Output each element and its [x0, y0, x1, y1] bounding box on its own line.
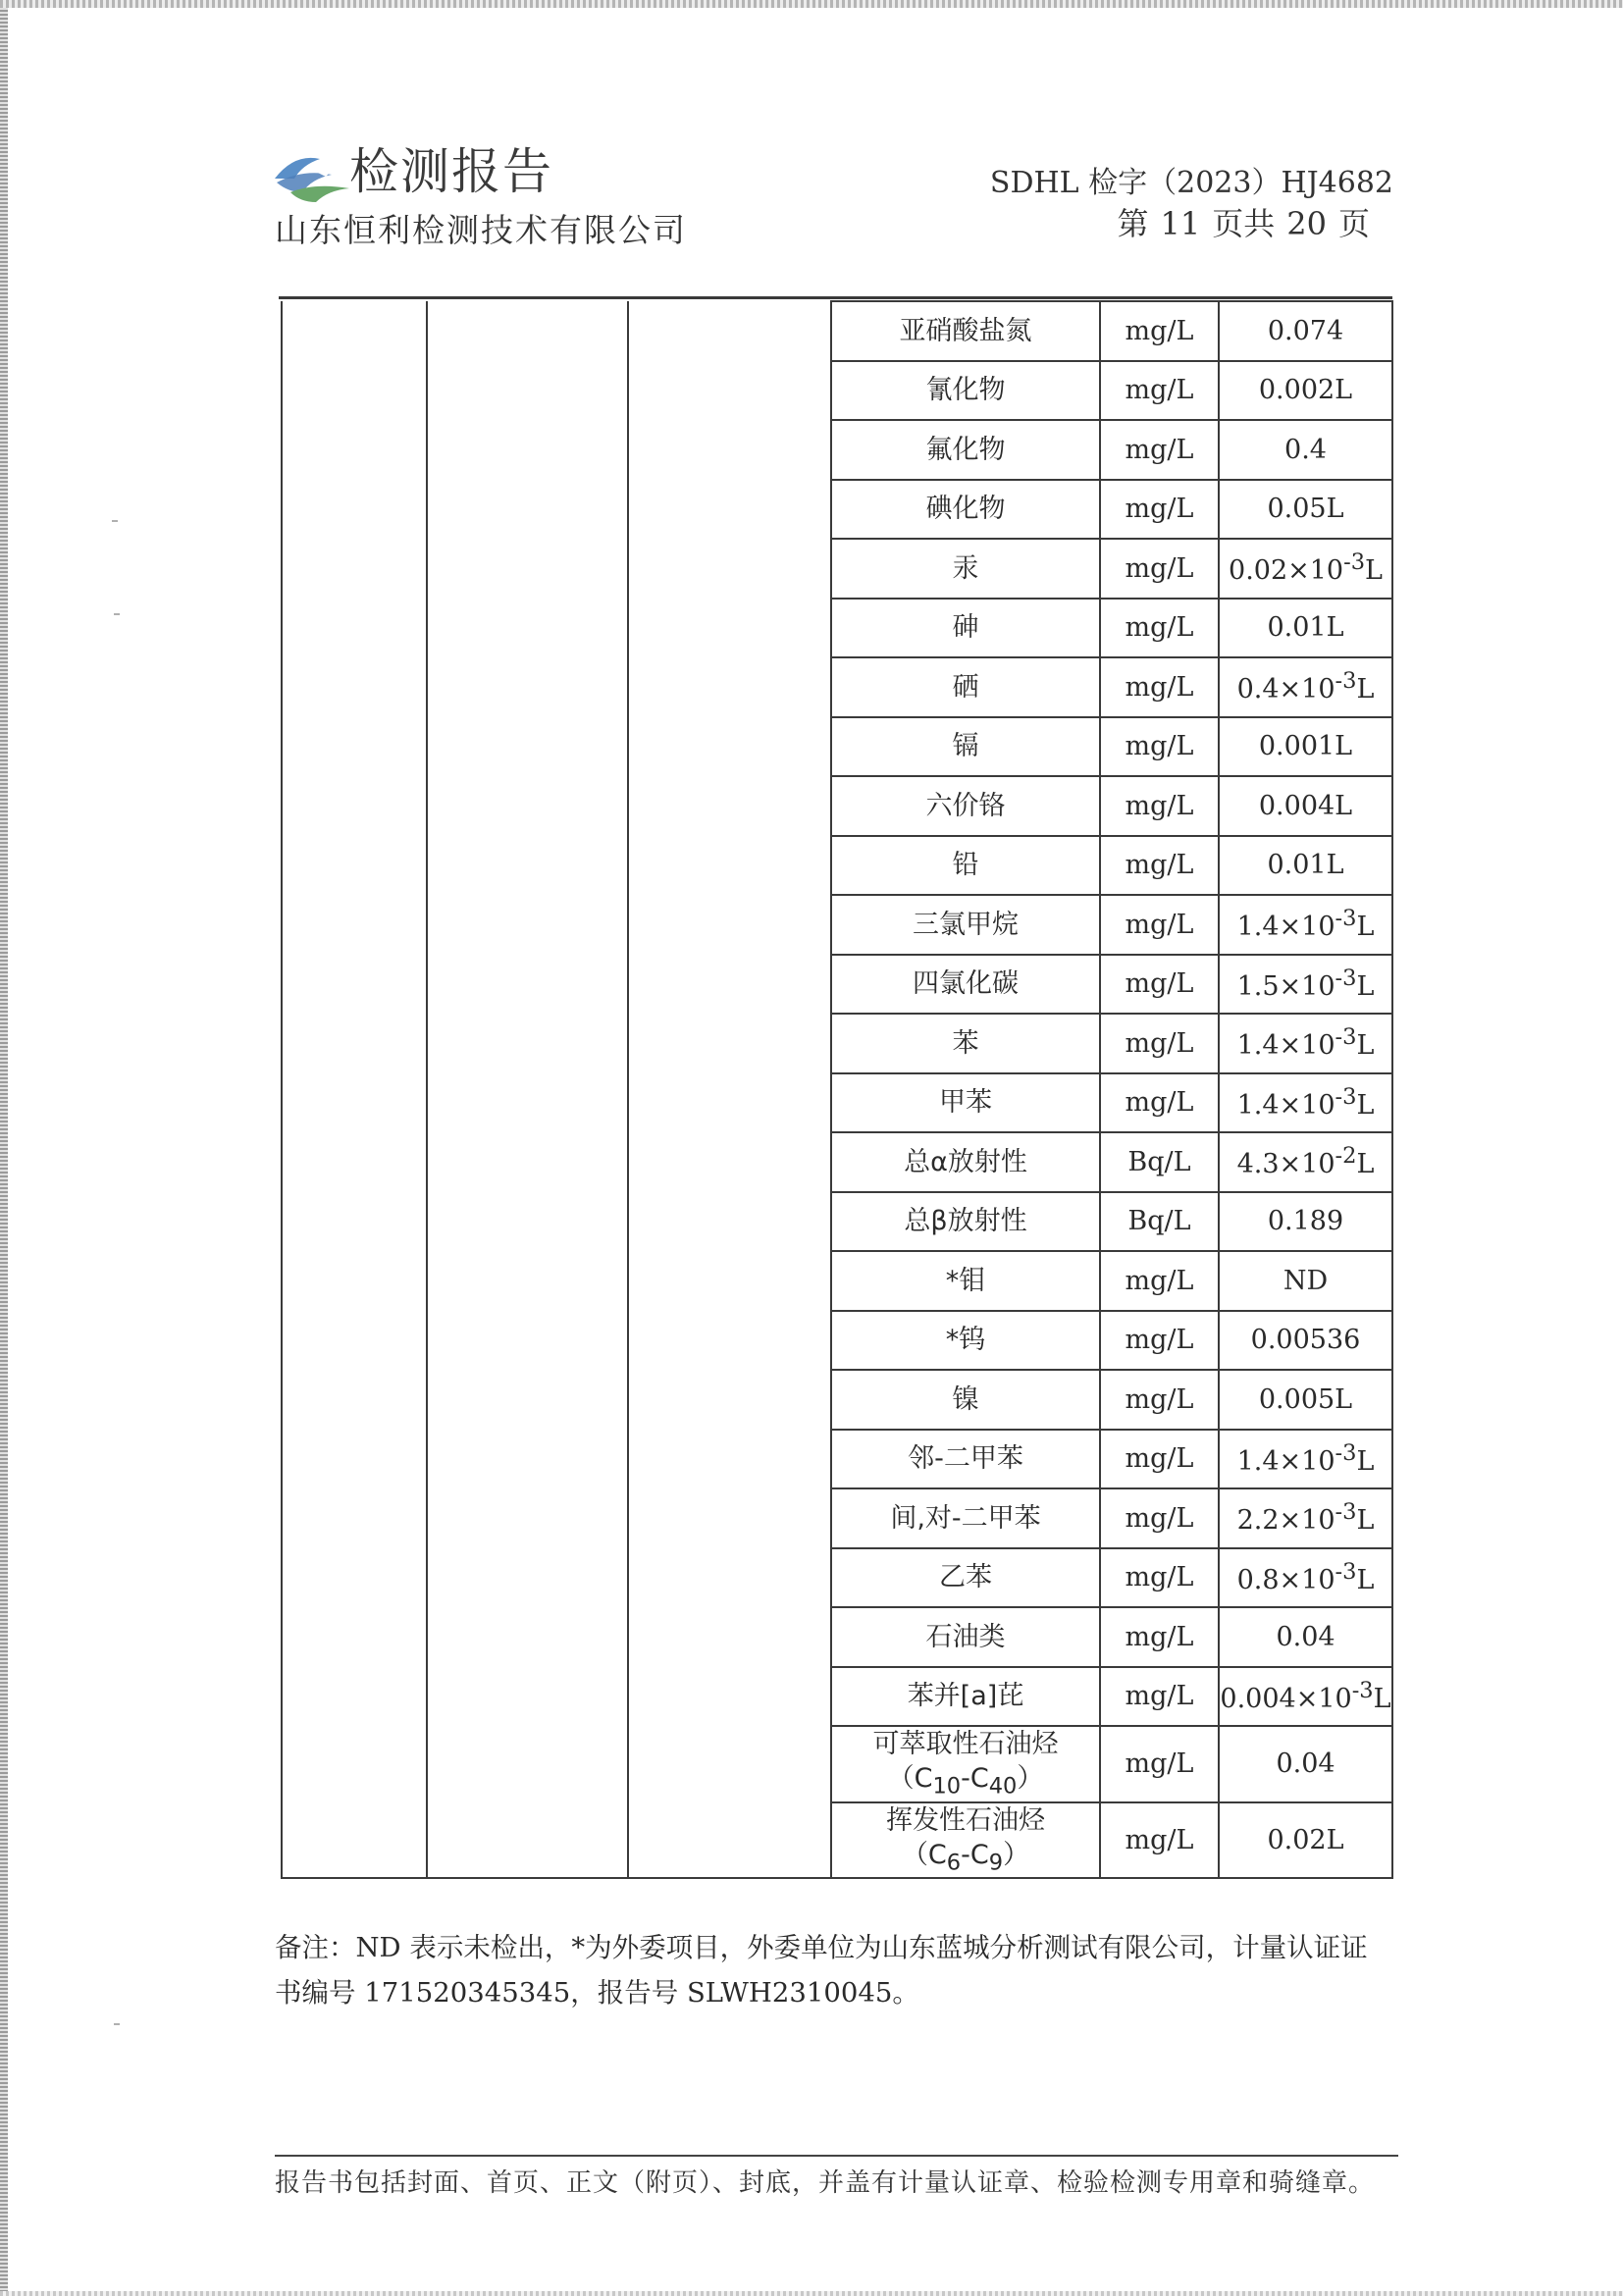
result-value-cell: 0.00536 — [1219, 1311, 1392, 1371]
result-value-cell: $1.5\times 10^{-3}L$ — [1219, 955, 1392, 1015]
unit-cell: mg/L — [1100, 717, 1219, 777]
page-prefix: 第 — [1117, 205, 1149, 242]
unit-cell: mg/L — [1100, 539, 1219, 599]
unit-cell: mg/L — [1100, 1488, 1219, 1548]
scan-speck — [112, 520, 118, 522]
item-cell: 六价铬 — [831, 776, 1100, 836]
item-cell — [831, 1802, 1100, 1879]
unit-cell: mg/L — [1100, 895, 1219, 955]
unit-cell: mg/L — [1100, 1430, 1219, 1489]
item-carbon-range: $(C_{10}-C_{40})$ — [887, 1763, 1044, 1800]
unit-cell: mg/L — [1100, 301, 1219, 361]
scan-speck — [114, 2023, 120, 2025]
result-value-cell: $0.004\times 10^{-3}L$ — [1219, 1667, 1392, 1727]
result-value-cell: 0.01L — [1219, 836, 1392, 896]
item-cell: 砷 — [831, 599, 1100, 658]
unit-cell: mg/L — [1100, 599, 1219, 658]
item-cell: 总β放射性 — [831, 1192, 1100, 1252]
item-cell: *钼 — [831, 1251, 1100, 1311]
result-value-cell: 0.189 — [1219, 1192, 1392, 1252]
unit-cell: mg/L — [1100, 1802, 1219, 1879]
item-cell: 甲苯 — [831, 1073, 1100, 1133]
page-suffix: 页 — [1337, 205, 1370, 242]
item-name: 可萃取性石油烃 — [872, 1729, 1059, 1759]
result-value-cell: 0.005L — [1219, 1370, 1392, 1430]
result-value-cell: $4.3\times 10^{-2}L$ — [1219, 1132, 1392, 1192]
table-row — [282, 301, 1392, 361]
result-value-cell: 0.01L — [1219, 599, 1392, 658]
item-cell: 氟化物 — [831, 420, 1100, 480]
result-value-cell: 0.04 — [1219, 1726, 1392, 1802]
unit-cell: mg/L — [1100, 836, 1219, 896]
item-name: 挥发性石油烃 — [886, 1804, 1045, 1836]
result-value-cell: $0.02\times 10^{-3}L$ — [1219, 539, 1392, 599]
page-total: 20 — [1286, 205, 1327, 242]
result-value-cell: 0.05L — [1219, 480, 1392, 540]
item-cell: 苯并[a]芘 — [831, 1667, 1100, 1727]
item-cell — [831, 1726, 1100, 1802]
item-cell: 邻-二甲苯 — [831, 1430, 1100, 1489]
page-current: 11 — [1160, 205, 1201, 242]
unit-cell: mg/L — [1100, 1548, 1219, 1608]
item-cell: 铅 — [831, 836, 1100, 896]
unit-cell: mg/L — [1100, 420, 1219, 480]
merged-blank-cell — [282, 301, 427, 1878]
result-value-cell: 0.4 — [1219, 420, 1392, 480]
footer-rule — [275, 2155, 1398, 2157]
unit-cell: mg/L — [1100, 361, 1219, 421]
report-title: 检测报告 — [349, 143, 553, 200]
result-value-cell: $0.4\times 10^{-3}L$ — [1219, 657, 1392, 717]
unit-cell: mg/L — [1100, 1370, 1219, 1430]
results-table — [281, 300, 1393, 1879]
unit-cell: mg/L — [1100, 480, 1219, 540]
report-number: SDHL 检字（2023）HJ4682 — [989, 166, 1393, 200]
company-name: 山东恒利检测技术有限公司 — [275, 211, 687, 249]
result-value-cell: $0.8\times 10^{-3}L$ — [1219, 1548, 1392, 1608]
unit-cell: mg/L — [1100, 657, 1219, 717]
unit-cell: mg/L — [1100, 1607, 1219, 1667]
unit-cell: Bq/L — [1100, 1192, 1219, 1252]
unit-cell: mg/L — [1100, 1251, 1219, 1311]
unit-cell: Bq/L — [1100, 1132, 1219, 1192]
item-carbon-range: $(C_6-C_9)$ — [901, 1839, 1030, 1876]
result-value-cell: 0.074 — [1219, 301, 1392, 361]
merged-blank-cell — [427, 301, 628, 1878]
item-cell: 亚硝酸盐氮 — [831, 301, 1100, 361]
page-indicator — [1112, 205, 1376, 242]
result-value-cell: ND — [1219, 1251, 1392, 1311]
item-cell: *钨 — [831, 1311, 1100, 1371]
item-cell: 四氯化碳 — [831, 955, 1100, 1015]
footer-statement: 报告书包括封面、首页、正文（附页）、封底，并盖有计量认证章、检验检测专用章和骑缝章。 — [275, 2168, 1376, 2198]
result-value-cell: $1.4\times 10^{-3}L$ — [1219, 1014, 1392, 1073]
item-cell: 石油类 — [831, 1607, 1100, 1667]
remark-note: 备注：ND 表示未检出，*为外委项目，外委单位为山东蓝城分析测试有限公司，计量认证证书编号 171520345345，报告号 SLWH2310045。 — [275, 1932, 1368, 2009]
unit-cell: mg/L — [1100, 1726, 1219, 1802]
scan-edge-bottom — [0, 2291, 1623, 2296]
result-value-cell: $1.4\times 10^{-3}L$ — [1219, 1073, 1392, 1133]
result-value-cell: 0.004L — [1219, 776, 1392, 836]
item-cell: 碘化物 — [831, 480, 1100, 540]
scan-speck — [114, 613, 120, 615]
item-cell: 间,对-二甲苯 — [831, 1488, 1100, 1548]
merged-blank-cell — [628, 301, 831, 1878]
result-value-cell: $1.4\times 10^{-3}L$ — [1219, 895, 1392, 955]
scan-edge-top — [0, 0, 1623, 8]
item-cell: 苯 — [831, 1014, 1100, 1073]
item-cell: 三氯甲烷 — [831, 895, 1100, 955]
item-cell: 氰化物 — [831, 361, 1100, 421]
item-cell: 汞 — [831, 539, 1100, 599]
result-value-cell: 0.001L — [1219, 717, 1392, 777]
unit-cell: mg/L — [1100, 776, 1219, 836]
item-cell: 硒 — [831, 657, 1100, 717]
unit-cell: mg/L — [1100, 1073, 1219, 1133]
unit-cell: mg/L — [1100, 1311, 1219, 1371]
unit-cell: mg/L — [1100, 955, 1219, 1015]
result-value-cell: 0.04 — [1219, 1607, 1392, 1667]
result-value-cell: $2.2\times 10^{-3}L$ — [1219, 1488, 1392, 1548]
item-cell: 镍 — [831, 1370, 1100, 1430]
item-cell: 总α放射性 — [831, 1132, 1100, 1192]
page-middle: 页共 — [1212, 205, 1276, 242]
item-cell: 乙苯 — [831, 1548, 1100, 1608]
scan-edge-left — [0, 0, 8, 2296]
result-value-cell: $1.4\times 10^{-3}L$ — [1219, 1430, 1392, 1489]
table-top-rule — [279, 296, 1392, 299]
company-logo-icon — [273, 149, 353, 204]
item-cell: 镉 — [831, 717, 1100, 777]
unit-cell: mg/L — [1100, 1014, 1219, 1073]
unit-cell: mg/L — [1100, 1667, 1219, 1727]
result-value-cell: 0.002L — [1219, 361, 1392, 421]
result-value-cell: 0.02L — [1219, 1802, 1392, 1879]
